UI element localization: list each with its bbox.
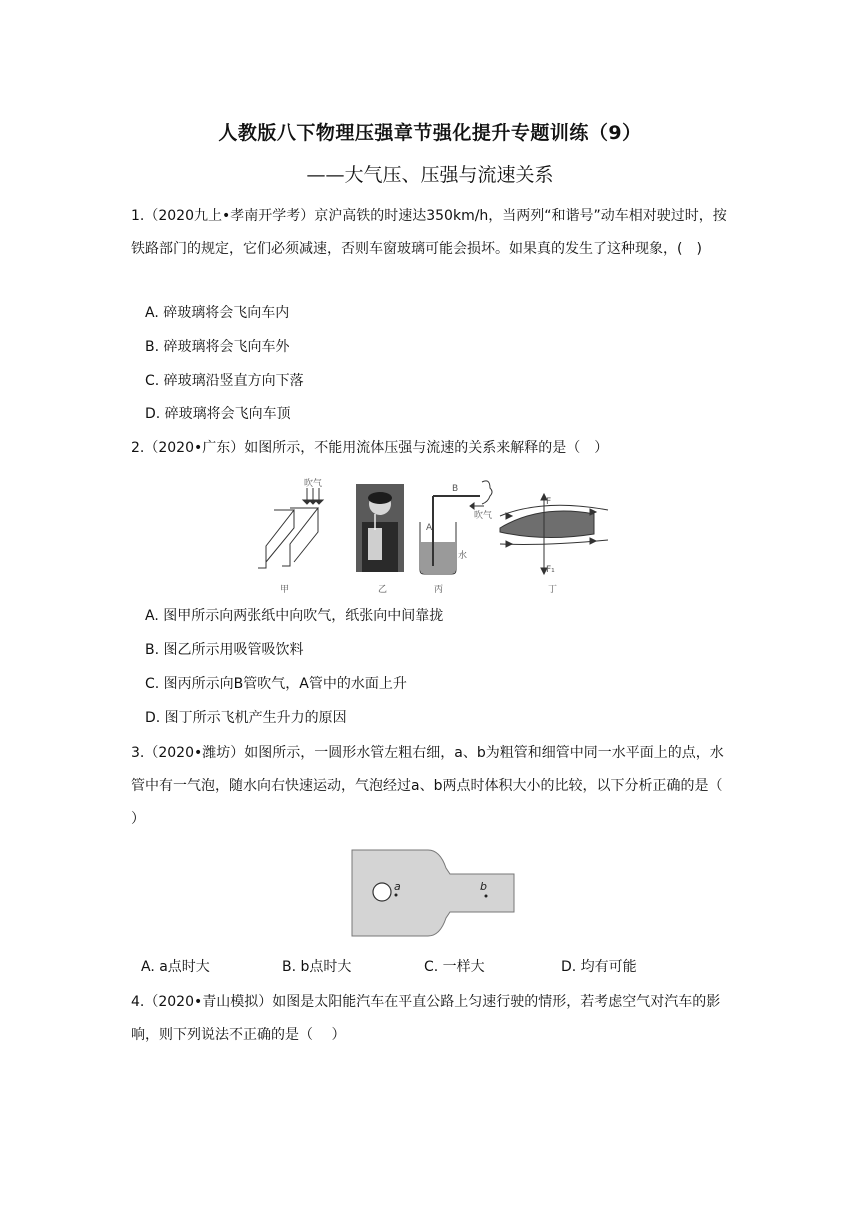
question-2-figure	[244, 474, 616, 598]
question-1-option-b[interactable]: B. 碎玻璃将会飞向车外	[145, 339, 290, 355]
figure-bing-water-label: 水	[458, 551, 468, 561]
question-3-option-a[interactable]: A. a点时大	[141, 959, 210, 975]
figure-yi-photo	[356, 484, 404, 572]
question-3-option-b[interactable]: B. b点时大	[282, 959, 352, 975]
question-2-option-d[interactable]: D. 图丁所示飞机产生升力的原因	[145, 710, 347, 726]
figure-bing-blow-label: 吹气	[474, 511, 493, 521]
question-2-option-b[interactable]: B. 图乙所示用吸管吸饮料	[145, 642, 304, 658]
question-1-stem: 1.（2020九上•孝南开学考）京沪高铁的时速达350km/h，当两列“和谐号”动车相对驶过时，按铁路部门的规定，它们必须减速，否则车窗玻璃可能会损坏。如果真的发生了这种现象，( )	[131, 208, 727, 257]
question-4-stem: 4.（2020•青山模拟）如图是太阳能汽车在平直公路上匀速行驶的情形，若考虑空气对汽车的影响，则下列说法不正确的是（ ）	[131, 994, 721, 1043]
figure-jia-paper-sheets	[258, 488, 323, 568]
question-3-option-d[interactable]: D. 均有可能	[561, 959, 637, 975]
air-bubble	[373, 883, 391, 901]
point-a-dot	[395, 894, 398, 897]
question-1-option-d[interactable]: D. 碎玻璃将会飞向车顶	[145, 406, 291, 422]
figure-ding-force-f-label: F	[546, 497, 552, 507]
figure-jia-blow-label: 吹气	[304, 479, 323, 489]
question-1-option-a[interactable]: A. 碎玻璃将会飞向车内	[145, 305, 290, 321]
question-1-option-c[interactable]: C. 碎玻璃沿竖直方向下落	[145, 373, 304, 389]
figure-bing-tube-b-label: B	[452, 484, 459, 494]
figure-bing-caption: 丙	[434, 585, 444, 595]
point-a-label: a	[394, 880, 401, 893]
question-2-option-a[interactable]: A. 图甲所示向两张纸中向吹气，纸张向中间靠拢	[145, 608, 444, 624]
figure-yi-caption: 乙	[378, 585, 388, 595]
page-subtitle: ——大气压、压强与流速关系	[306, 164, 554, 186]
page-title: 人教版八下物理压强章节强化提升专题训练（9）	[218, 122, 642, 144]
question-3-pipe-figure	[350, 848, 516, 938]
figure-bing-tube-a-label: A	[426, 523, 433, 533]
question-3-stem: 3.（2020•潍坊）如图所示，一圆形水管左粗右细，a、b为粗管和细管中同一水平面上的点，水管中有一气泡，随水向右快速运动，气泡经过a、b两点时体积大小的比较，以下分析正确的是（ ）	[131, 745, 741, 827]
figure-ding-caption: 丁	[548, 585, 558, 595]
point-b-label: b	[480, 880, 487, 893]
point-b-dot	[485, 895, 488, 898]
figure-jia-caption: 甲	[280, 585, 290, 595]
question-2-option-c[interactable]: C. 图丙所示向B管吹气，A管中的水面上升	[145, 676, 407, 692]
figure-ding-force-f1-label: F₁	[546, 565, 555, 575]
figure-ding-airfoil	[500, 494, 608, 574]
question-3-option-c[interactable]: C. 一样大	[424, 959, 485, 975]
question-2-stem: 2.（2020•广东）如图所示，不能用流体压强与流速的关系来解释的是（ ）	[131, 440, 609, 456]
